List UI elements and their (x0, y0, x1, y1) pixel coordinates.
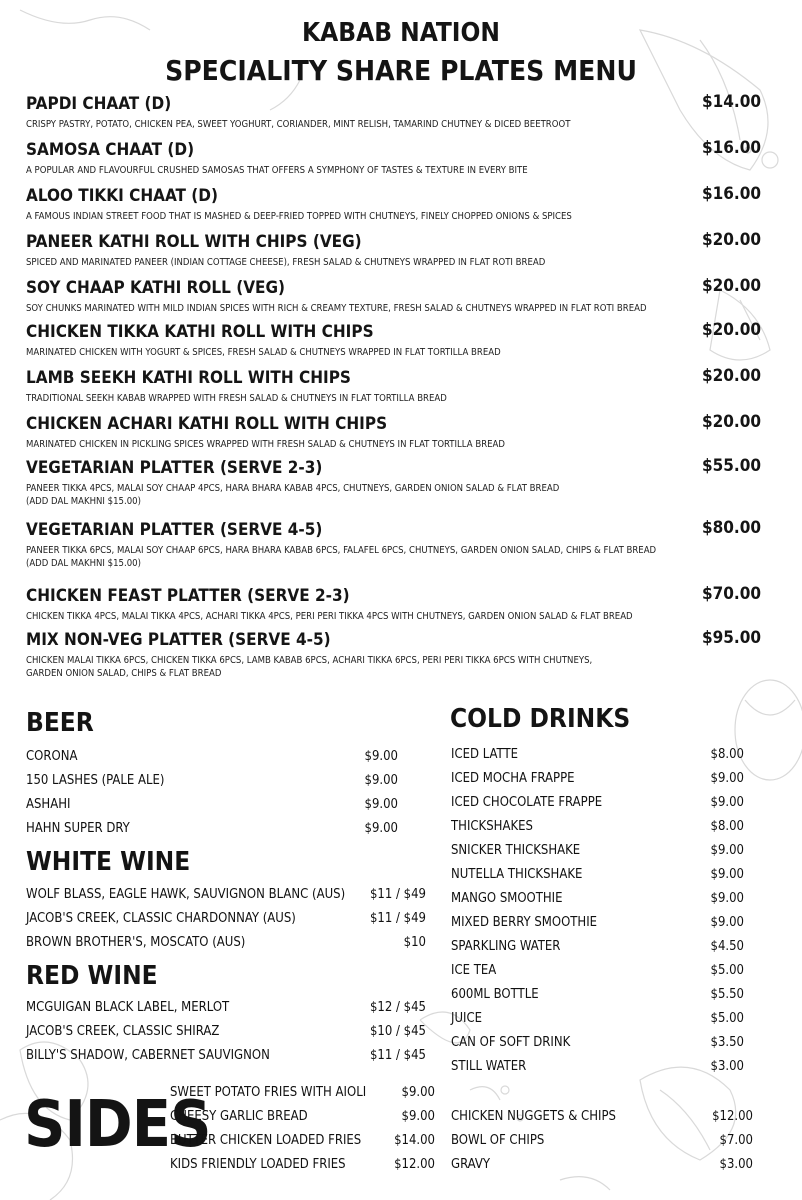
description-line: SPICED AND MARINATED PANEER (INDIAN COTTAGE CHEESE), FRESH SALAD & CHUTNEYS WRAPPED IN FLAT ROTI BREAD (26, 257, 546, 268)
item-name: SNICKER THICKSHAKE (451, 843, 581, 858)
item-name: CAN OF SOFT DRINK (451, 1035, 571, 1050)
item-name: BROWN BROTHER'S, MOSCATO (AUS) (26, 935, 246, 950)
cold-drinks-heading: COLD DRINKS (450, 704, 631, 734)
description-line: (ADD DAL MAKHNI $15.00) (26, 558, 141, 569)
item-name: ICED LATTE (451, 747, 518, 762)
item-description (26, 482, 559, 508)
item-price: $20.00 (701, 366, 761, 386)
item-name: SOY CHAAP KATHI ROLL (VEG) (26, 278, 286, 298)
item-price: $3.00 (710, 1059, 744, 1074)
item-price: $8.00 (710, 747, 744, 762)
item-price: $20.00 (701, 320, 761, 340)
share-plate-item (26, 140, 761, 184)
item-price: $70.00 (701, 584, 761, 604)
menu-row (170, 1107, 435, 1127)
item-name: WOLF BLASS, EAGLE HAWK, SAUVIGNON BLANC (AUS) (26, 887, 346, 902)
item-description (26, 346, 501, 359)
item-description (26, 654, 592, 680)
item-name: BUTTER CHICKEN LOADED FRIES (170, 1133, 362, 1148)
item-name: CHEESY GARLIC BREAD (170, 1109, 308, 1124)
item-name: KIDS FRIENDLY LOADED FRIES (170, 1157, 346, 1172)
item-price: $5.00 (710, 963, 744, 978)
item-name: VEGETARIAN PLATTER (SERVE 4-5) (26, 520, 323, 540)
item-name: 150 LASHES (PALE ALE) (26, 773, 165, 788)
share-plate-item (26, 586, 761, 630)
item-price: $9.00 (364, 821, 398, 836)
item-name: ICE TEA (451, 963, 497, 978)
item-price: $55.00 (701, 456, 761, 476)
menu-row (451, 1107, 753, 1127)
item-price: $12.00 (712, 1109, 753, 1124)
red-wine-heading: RED WINE (26, 961, 158, 991)
share-plate-item (26, 456, 761, 507)
menu-row (451, 1131, 753, 1151)
item-name: CHICKEN FEAST PLATTER (SERVE 2-3) (26, 586, 350, 606)
menu-row (451, 1009, 744, 1029)
menu-row (451, 769, 744, 789)
item-price: $3.50 (710, 1035, 744, 1050)
description-line: PANEER TIKKA 6PCS, MALAI SOY CHAAP 6PCS, HARA BHARA KABAB 6PCS, FALAFEL 6PCS, CHUTNEYS, GARDEN ONION SALAD, CHIPS & FLAT BREAD (26, 545, 657, 556)
menu-row (451, 817, 744, 837)
menu-row (26, 771, 398, 791)
item-name: CHICKEN NUGGETS & CHIPS (451, 1109, 616, 1124)
item-name: PANEER KATHI ROLL WITH CHIPS (VEG) (26, 232, 362, 252)
description-line: CHICKEN TIKKA 4PCS, MALAI TIKKA 4PCS, ACHARI TIKKA 4PCS, PERI PERI TIKKA 4PCS WITH CHUTNEYS, GARDEN ONION SALAD & FLAT BREAD (26, 611, 633, 622)
menu-row (26, 747, 398, 767)
item-name: MCGUIGAN BLACK LABEL, MERLOT (26, 1000, 230, 1015)
description-line: CRISPY PASTRY, POTATO, CHICKEN PEA, SWEET YOGHURT, CORIANDER, MINT RELISH, TAMARIND CHUTNEY & DICED BEETROOT (26, 119, 571, 130)
item-price: $20.00 (701, 276, 761, 296)
description-line: MARINATED CHICKEN WITH YOGURT & SPICES, FRESH SALAD & CHUTNEYS WRAPPED IN FLAT TORTILLA BREAD (26, 347, 501, 358)
item-name: JACOB'S CREEK, CLASSIC SHIRAZ (26, 1024, 220, 1039)
item-price: $16.00 (701, 138, 761, 158)
item-description (26, 392, 447, 405)
item-name: ICED CHOCOLATE FRAPPE (451, 795, 603, 810)
menu-title: SPECIALITY SHARE PLATES MENU (165, 54, 637, 87)
share-plate-item (26, 94, 761, 138)
menu-row (170, 1131, 435, 1151)
item-price: $4.50 (710, 939, 744, 954)
menu-row (451, 937, 744, 957)
item-name: MANGO SMOOTHIE (451, 891, 563, 906)
item-name: JUICE (451, 1011, 483, 1026)
white-wine-heading: WHITE WINE (26, 847, 191, 877)
item-name: ALOO TIKKI CHAAT (D) (26, 186, 218, 206)
item-price: $11 / $45 (369, 1048, 426, 1063)
item-name: BILLY'S SHADOW, CABERNET SAUVIGNON (26, 1048, 270, 1063)
share-plate-item (26, 368, 761, 412)
item-name: HAHN SUPER DRY (26, 821, 130, 836)
item-name: NUTELLA THICKSHAKE (451, 867, 583, 882)
share-plate-item (26, 518, 761, 569)
item-name: LAMB SEEKH KATHI ROLL WITH CHIPS (26, 368, 351, 388)
item-price: $9.00 (710, 915, 744, 930)
item-price: $20.00 (701, 412, 761, 432)
item-name: SAMOSA CHAAT (D) (26, 140, 195, 160)
item-price: $16.00 (701, 184, 761, 204)
share-plate-item (26, 232, 761, 276)
menu-row (26, 795, 398, 815)
menu-row (26, 933, 426, 953)
item-price: $9.00 (401, 1109, 435, 1124)
item-name: MIXED BERRY SMOOTHIE (451, 915, 598, 930)
menu-row (26, 998, 426, 1018)
item-price: $9.00 (364, 797, 398, 812)
menu-row (451, 961, 744, 981)
item-price: $9.00 (710, 867, 744, 882)
menu-row (26, 1022, 426, 1042)
menu-row (451, 865, 744, 885)
item-price: $5.50 (710, 987, 744, 1002)
item-name: VEGETARIAN PLATTER (SERVE 2-3) (26, 458, 323, 478)
item-name: THICKSHAKES (451, 819, 533, 834)
item-name: CHICKEN ACHARI KATHI ROLL WITH CHIPS (26, 414, 388, 434)
item-description (26, 610, 633, 623)
menu-row (451, 841, 744, 861)
item-name: STILL WATER (451, 1059, 527, 1074)
menu-row (451, 889, 744, 909)
share-plate-item (26, 322, 761, 366)
item-name: 600ML BOTTLE (451, 987, 539, 1002)
item-description (26, 302, 647, 315)
item-name: CORONA (26, 749, 78, 764)
item-name: SWEET POTATO FRIES WITH AIOLI (170, 1085, 367, 1100)
description-line: CHICKEN MALAI TIKKA 6PCS, CHICKEN TIKKA 6PCS, LAMB KABAB 6PCS, ACHARI TIKKA 6PCS, PERI PERI TIKKA 6PCS WITH CHUTNEYS, (26, 655, 593, 666)
menu-row (451, 745, 744, 765)
item-price: $9.00 (364, 773, 398, 788)
item-price: $8.00 (710, 819, 744, 834)
item-price: $10 / $45 (369, 1024, 426, 1039)
menu-row (170, 1083, 435, 1103)
item-price: $95.00 (701, 628, 761, 648)
item-price: $11 / $49 (369, 911, 426, 926)
description-line: TRADITIONAL SEEKH KABAB WRAPPED WITH FRESH SALAD & CHUTNEYS IN FLAT TORTILLA BREAD (26, 393, 447, 404)
menu-row (170, 1155, 435, 1175)
item-price: $9.00 (710, 795, 744, 810)
menu-row (451, 793, 744, 813)
menu-row (26, 1046, 426, 1066)
menu-row (26, 909, 426, 929)
item-name: PAPDI CHAAT (D) (26, 94, 172, 114)
item-description (26, 438, 505, 451)
share-plate-item (26, 628, 761, 679)
item-description (26, 256, 545, 269)
menu-row (451, 1033, 744, 1053)
item-price: $12.00 (394, 1157, 435, 1172)
item-price: $14.00 (394, 1133, 435, 1148)
item-price: $11 / $49 (369, 887, 426, 902)
item-name: ICED MOCHA FRAPPE (451, 771, 575, 786)
item-name: SPARKLING WATER (451, 939, 561, 954)
item-price: $80.00 (701, 518, 761, 538)
item-price: $7.00 (719, 1133, 753, 1148)
item-name: CHICKEN TIKKA KATHI ROLL WITH CHIPS (26, 322, 374, 342)
item-price: $3.00 (719, 1157, 753, 1172)
restaurant-name: KABAB NATION (302, 18, 500, 48)
item-description (26, 210, 572, 223)
item-price: $9.00 (710, 843, 744, 858)
item-name: MIX NON-VEG PLATTER (SERVE 4-5) (26, 630, 331, 650)
description-line: PANEER TIKKA 4PCS, MALAI SOY CHAAP 4PCS, HARA BHARA KABAB 4PCS, CHUTNEYS, GARDEN ONION SALAD & FLAT BREAD (26, 483, 560, 494)
item-name: JACOB'S CREEK, CLASSIC CHARDONNAY (AUS) (26, 911, 296, 926)
beer-heading: BEER (26, 708, 94, 738)
description-line: A POPULAR AND FLAVOURFUL CRUSHED SAMOSAS THAT OFFERS A SYMPHONY OF TASTES & TEXTURE IN EVERY BITE (26, 165, 528, 176)
menu-row (451, 985, 744, 1005)
item-description (26, 118, 570, 131)
item-name: ASHAHI (26, 797, 71, 812)
item-description (26, 544, 656, 570)
item-price: $12 / $45 (369, 1000, 426, 1015)
item-price: $5.00 (710, 1011, 744, 1026)
description-line: GARDEN ONION SALAD, CHIPS & FLAT BREAD (26, 668, 222, 679)
menu-row (26, 819, 398, 839)
menu-row (451, 1057, 744, 1077)
item-price: $9.00 (710, 771, 744, 786)
item-name: BOWL OF CHIPS (451, 1133, 545, 1148)
menu-row (451, 1155, 753, 1175)
sides-heading: SIDES (24, 1088, 211, 1162)
description-line: SOY CHUNKS MARINATED WITH MILD INDIAN SPICES WITH RICH & CREAMY TEXTURE, FRESH SALAD & CHUTNEYS WRAPPED IN FLAT ROTI BREAD (26, 303, 647, 314)
item-description (26, 164, 528, 177)
share-plate-item (26, 414, 761, 458)
description-line: A FAMOUS INDIAN STREET FOOD THAT IS MASHED & DEEP-FRIED TOPPED WITH CHUTNEYS, FINELY CHOPPED ONIONS & SPICES (26, 211, 572, 222)
item-price: $14.00 (701, 92, 761, 112)
description-line: MARINATED CHICKEN IN PICKLING SPICES WRAPPED WITH FRESH SALAD & CHUTNEYS IN FLAT TORTILLA BREAD (26, 439, 505, 450)
item-price: $9.00 (364, 749, 398, 764)
share-plate-item (26, 186, 761, 230)
item-price: $9.00 (401, 1085, 435, 1100)
menu-row (26, 885, 426, 905)
menu-row (451, 913, 744, 933)
item-price: $20.00 (701, 230, 761, 250)
description-line: (ADD DAL MAKHNI $15.00) (26, 496, 141, 507)
share-plate-item (26, 278, 761, 322)
item-price: $10 (403, 935, 426, 950)
item-name: GRAVY (451, 1157, 490, 1172)
item-price: $9.00 (710, 891, 744, 906)
